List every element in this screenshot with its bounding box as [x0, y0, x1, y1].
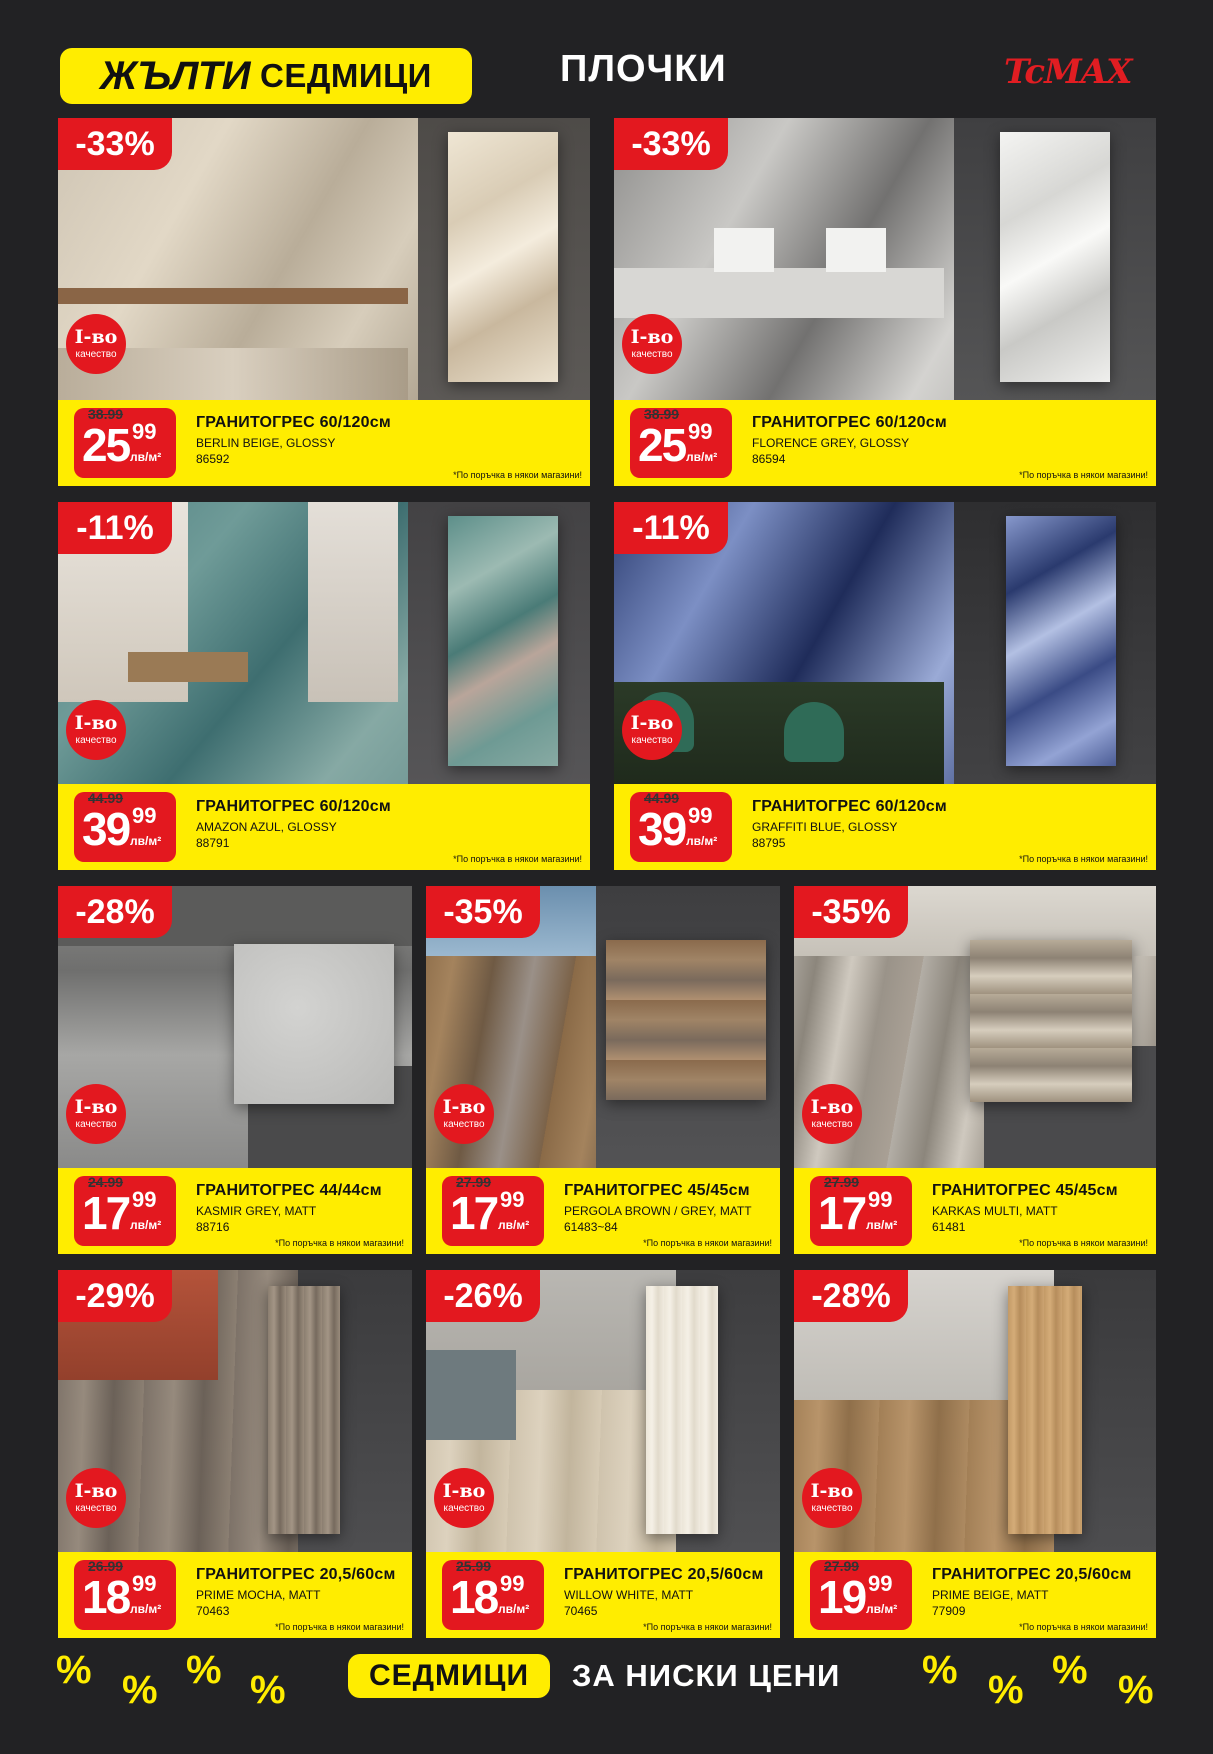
header	[0, 0, 1213, 112]
product-card-florence-grey[interactable]	[614, 118, 1156, 486]
product-info	[752, 414, 947, 466]
price-decimal: 99	[132, 1571, 157, 1596]
product-code: 88716	[196, 1220, 230, 1234]
old-price: 38.99	[88, 406, 124, 422]
quality-badge: I-во качество	[802, 1468, 862, 1528]
price-tag	[442, 1176, 544, 1246]
order-note: *По поръчка в някои магазини!	[1019, 470, 1148, 480]
percent-icon: %	[122, 1668, 158, 1712]
product-name: WILLOW WHITE, MATT	[564, 1588, 694, 1602]
price-integer: 19	[818, 1571, 866, 1623]
order-note: *По поръчка в някои магазини!	[643, 1622, 772, 1632]
price-bar	[58, 400, 590, 486]
product-title: ГРАНИТОГРЕС 20,5/60см	[196, 1566, 396, 1583]
product-title: ГРАНИТОГРЕС 60/120см	[752, 414, 947, 431]
product-title: ГРАНИТОГРЕС 20,5/60см	[564, 1566, 764, 1583]
discount-badge: -26%	[426, 1270, 540, 1322]
footer-slogan: ЗА НИСКИ ЦЕНИ	[572, 1658, 841, 1693]
price-decimal: 99	[688, 803, 713, 828]
price-tag	[74, 1176, 176, 1246]
quality-badge: I-во качество	[66, 314, 126, 374]
price-unit: лв/м²	[686, 450, 718, 464]
old-price: 38.99	[644, 406, 680, 422]
product-info	[932, 1182, 1118, 1234]
price-integer: 18	[450, 1571, 498, 1623]
product-card-amazon-azul[interactable]	[58, 502, 590, 870]
discount-badge: -28%	[794, 1270, 908, 1322]
discount-badge: -33%	[58, 118, 172, 170]
price-decimal: 99	[500, 1187, 525, 1212]
quality-badge: I-во качество	[434, 1084, 494, 1144]
campaign-word-1: ЖЪЛТИ	[100, 53, 251, 98]
price-tag	[74, 408, 176, 478]
percent-icon: %	[1052, 1648, 1088, 1692]
price-unit: лв/м²	[866, 1218, 898, 1232]
discount-badge: -35%	[794, 886, 908, 938]
discount-badge: -29%	[58, 1270, 172, 1322]
price-integer: 17	[82, 1187, 130, 1239]
product-code: 88795	[752, 836, 786, 850]
price-unit: лв/м²	[866, 1602, 898, 1616]
price-decimal: 99	[868, 1571, 893, 1596]
product-code: 61481	[932, 1220, 966, 1234]
percent-icon: %	[988, 1668, 1024, 1712]
order-note: *По поръчка в някои магазини!	[1019, 1622, 1148, 1632]
price-integer: 25	[82, 419, 130, 471]
percent-icon: %	[56, 1648, 92, 1692]
price-unit: лв/м²	[498, 1602, 530, 1616]
product-code: 86592	[196, 452, 230, 466]
product-info	[564, 1182, 752, 1234]
price-unit: лв/м²	[498, 1218, 530, 1232]
percent-icon: %	[1118, 1668, 1154, 1712]
price-integer: 17	[450, 1187, 498, 1239]
product-card-karkas-multi[interactable]	[794, 886, 1156, 1254]
order-note: *По поръчка в някои магазини!	[275, 1238, 404, 1248]
product-name: AMAZON AZUL, GLOSSY	[196, 820, 337, 834]
price-tag	[74, 792, 176, 862]
percent-icon: %	[186, 1648, 222, 1692]
price-decimal: 99	[688, 419, 713, 444]
price-unit: лв/м²	[686, 834, 718, 848]
price-decimal: 99	[132, 1187, 157, 1212]
product-name: PERGOLA BROWN / GREY, MATT	[564, 1204, 752, 1218]
discount-badge: -11%	[614, 502, 728, 554]
product-title: ГРАНИТОГРЕС 45/45см	[564, 1182, 750, 1199]
price-bar	[58, 1552, 412, 1638]
price-decimal: 99	[132, 419, 157, 444]
product-code: 70463	[196, 1604, 230, 1618]
price-integer: 18	[82, 1571, 130, 1623]
price-unit: лв/м²	[130, 1218, 162, 1232]
price-bar	[426, 1552, 780, 1638]
product-title: ГРАНИТОГРЕС 60/120см	[752, 798, 947, 815]
order-note: *По поръчка в някои магазини!	[453, 854, 582, 864]
price-bar	[614, 784, 1156, 870]
price-tag	[74, 1560, 176, 1630]
price-tag	[810, 1560, 912, 1630]
page-title: ПЛОЧКИ	[560, 48, 727, 90]
product-name: PRIME BEIGE, MATT	[932, 1588, 1049, 1602]
product-info	[196, 1566, 396, 1618]
quality-badge: I-во качество	[622, 314, 682, 374]
footer-pill: СЕДМИЦИ	[348, 1654, 550, 1698]
product-name: PRIME MOCHA, MATT	[196, 1588, 321, 1602]
percent-icon: %	[250, 1668, 286, 1712]
old-price: 27.99	[824, 1174, 860, 1190]
product-name: KASMIR GREY, MATT	[196, 1204, 317, 1218]
old-price: 27.99	[456, 1174, 492, 1190]
order-note: *По поръчка в някои магазини!	[1019, 854, 1148, 864]
quality-badge: I-во качество	[434, 1468, 494, 1528]
price-unit: лв/м²	[130, 450, 162, 464]
product-card-graffiti-blue[interactable]	[614, 502, 1156, 870]
product-name: KARKAS MULTI, MATT	[932, 1204, 1058, 1218]
price-integer: 25	[638, 419, 686, 471]
product-info	[196, 798, 391, 850]
price-unit: лв/м²	[130, 834, 162, 848]
price-bar	[794, 1168, 1156, 1254]
product-card-prime-beige[interactable]	[794, 1270, 1156, 1638]
footer	[0, 1648, 1213, 1718]
order-note: *По поръчка в някои магазини!	[1019, 1238, 1148, 1248]
price-tag	[630, 792, 732, 862]
old-price: 24.99	[88, 1174, 124, 1190]
product-card-prime-mocha[interactable]	[58, 1270, 412, 1638]
product-info	[564, 1566, 764, 1618]
order-note: *По поръчка в някои магазини!	[453, 470, 582, 480]
product-card-berlin-beige[interactable]	[58, 118, 590, 486]
product-title: ГРАНИТОГРЕС 20,5/60см	[932, 1566, 1132, 1583]
quality-badge: I-во качество	[66, 700, 126, 760]
price-bar	[794, 1552, 1156, 1638]
campaign-banner	[60, 48, 472, 104]
product-code: 61483~84	[564, 1220, 618, 1234]
product-code: 88791	[196, 836, 230, 850]
campaign-word-2: СЕДМИЦИ	[260, 57, 432, 94]
product-info	[196, 1182, 382, 1234]
discount-badge: -35%	[426, 886, 540, 938]
price-bar	[614, 400, 1156, 486]
price-integer: 17	[818, 1187, 866, 1239]
discount-badge: -33%	[614, 118, 728, 170]
price-integer: 39	[82, 803, 130, 855]
product-name: FLORENCE GREY, GLOSSY	[752, 436, 910, 450]
price-decimal: 99	[132, 803, 157, 828]
quality-badge: I-во качество	[802, 1084, 862, 1144]
old-price: 25.99	[456, 1558, 492, 1574]
price-tag	[442, 1560, 544, 1630]
product-info	[752, 798, 947, 850]
product-code: 77909	[932, 1604, 966, 1618]
discount-badge: -28%	[58, 886, 172, 938]
product-title: ГРАНИТОГРЕС 44/44см	[196, 1182, 382, 1199]
price-bar	[58, 1168, 412, 1254]
price-decimal: 99	[500, 1571, 525, 1596]
product-code: 86594	[752, 452, 786, 466]
discount-badge: -11%	[58, 502, 172, 554]
product-card-kasmir-grey[interactable]	[58, 886, 412, 1254]
old-price: 27.99	[824, 1558, 860, 1574]
product-title: ГРАНИТОГРЕС 60/120см	[196, 414, 391, 431]
price-tag	[810, 1176, 912, 1246]
price-bar	[58, 784, 590, 870]
price-integer: 39	[638, 803, 686, 855]
brand-logo: TcMAX	[1004, 52, 1132, 92]
product-info	[196, 414, 391, 466]
percent-icon: %	[922, 1648, 958, 1692]
old-price: 26.99	[88, 1558, 124, 1574]
product-card-pergola-brown-grey[interactable]	[426, 886, 780, 1254]
product-title: ГРАНИТОГРЕС 60/120см	[196, 798, 391, 815]
product-code: 70465	[564, 1604, 598, 1618]
product-name: GRAFFITI BLUE, GLOSSY	[752, 820, 898, 834]
product-card-willow-white[interactable]	[426, 1270, 780, 1638]
quality-badge: I-во качество	[66, 1468, 126, 1528]
product-name: BERLIN BEIGE, GLOSSY	[196, 436, 336, 450]
quality-badge: I-во качество	[66, 1084, 126, 1144]
order-note: *По поръчка в някои магазини!	[275, 1622, 404, 1632]
quality-badge: I-во качество	[622, 700, 682, 760]
order-note: *По поръчка в някои магазини!	[643, 1238, 772, 1248]
price-decimal: 99	[868, 1187, 893, 1212]
old-price: 44.99	[88, 790, 124, 806]
price-unit: лв/м²	[130, 1602, 162, 1616]
price-tag	[630, 408, 732, 478]
product-title: ГРАНИТОГРЕС 45/45см	[932, 1182, 1118, 1199]
product-info	[932, 1566, 1132, 1618]
old-price: 44.99	[644, 790, 680, 806]
price-bar	[426, 1168, 780, 1254]
